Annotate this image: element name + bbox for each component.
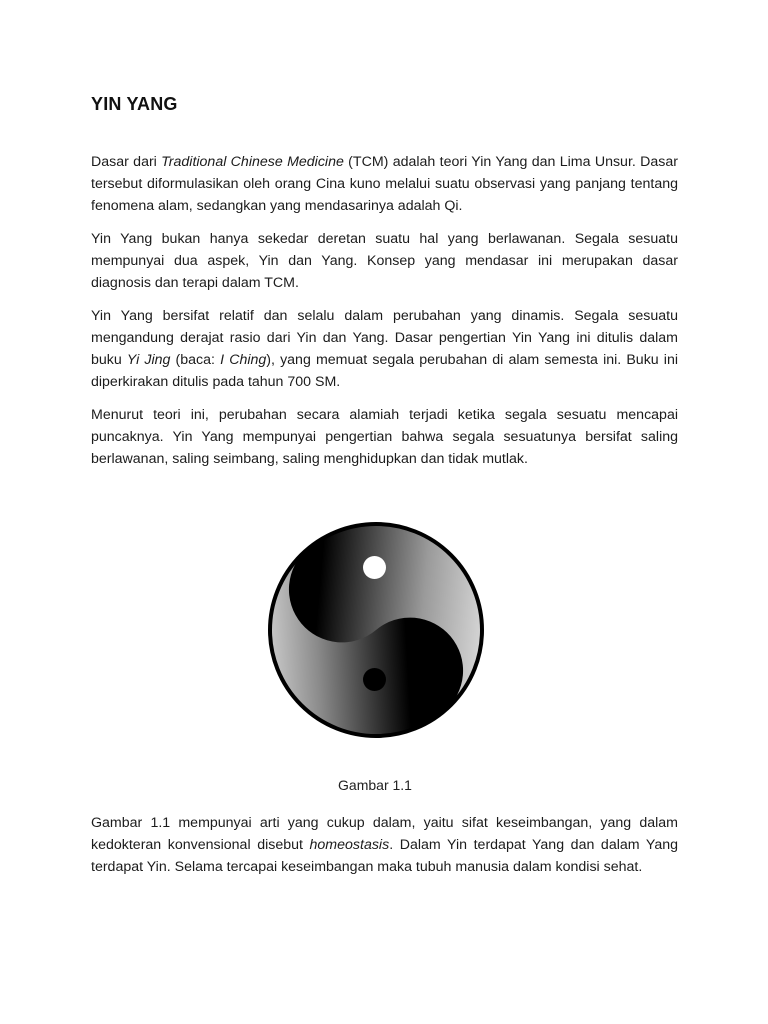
text-segment: ), yang memuat segala perubahan di alam semesta ini. Buku ini diperkirakan ditulis pada tahun 700 SM. <box>91 352 679 390</box>
yin-dot-white <box>363 556 386 579</box>
paragraph-homeostasis <box>91 812 678 878</box>
paragraph-intro <box>91 151 678 217</box>
figure-yin-yang <box>266 520 486 740</box>
italic-term: Traditional Chinese Medicine <box>161 154 344 170</box>
italic-term: I Ching <box>220 352 267 368</box>
yang-dot-black <box>363 668 386 691</box>
text-segment: Gambar 1.1 mempunyai arti yang cukup dalam, yaitu sifat keseimbangan, yang dalam kedokteran konvensional disebut <box>91 815 678 853</box>
paragraph-relative-dynamic <box>91 305 678 393</box>
text-segment: Yin Yang bersifat relatif dan selalu dalam perubahan yang dinamis. Segala sesuatu mengandung derajat rasio dari Yin dan Yang. Dasar pengertian Yin Yang ini ditulis dalam buku <box>91 308 678 368</box>
text-segment: . Dalam Yin terdapat Yang dan dalam Yang terdapat Yin. Selama tercapai keseimbangan maka tubuh manusia dalam kondisi sehat. <box>91 837 678 875</box>
italic-term: homeostasis <box>309 837 390 853</box>
paragraph-two-aspects <box>91 228 678 294</box>
text-segment: Yin Yang bukan hanya sekedar deretan suatu hal yang berlawanan. Segala sesuatu mempunyai dua aspek, Yin dan Yang. Konsep yang mendasar ini merupakan dasar diagnosis dan terapi dalam TCM. <box>91 231 678 291</box>
figure-caption: Gambar 1.1 <box>338 777 412 793</box>
italic-term: Yi Jing <box>126 352 171 368</box>
yin-yang-symbol-icon <box>266 520 486 740</box>
text-segment: (TCM) adalah teori Yin Yang dan Lima Unsur. Dasar tersebut diformulasikan oleh orang Cina kuno melalui suatu observasi yang panjang tentang fenomena alam, sedangkan yang mendasarinya adalah Qi. <box>91 154 679 214</box>
text-segment: (baca: <box>170 352 221 368</box>
text-segment: Dasar dari <box>91 154 162 170</box>
text-segment: Menurut teori ini, perubahan secara alamiah terjadi ketika segala sesuatu mencapai puncaknya. Yin Yang mempunyai pengertian bahwa segala sesuatunya bersifat saling berlawanan, saling seimbang, saling menghidupkan dan tidak mutlak. <box>91 407 678 467</box>
page-title: YIN YANG <box>91 94 178 114</box>
paragraph-theory-change <box>91 404 678 470</box>
